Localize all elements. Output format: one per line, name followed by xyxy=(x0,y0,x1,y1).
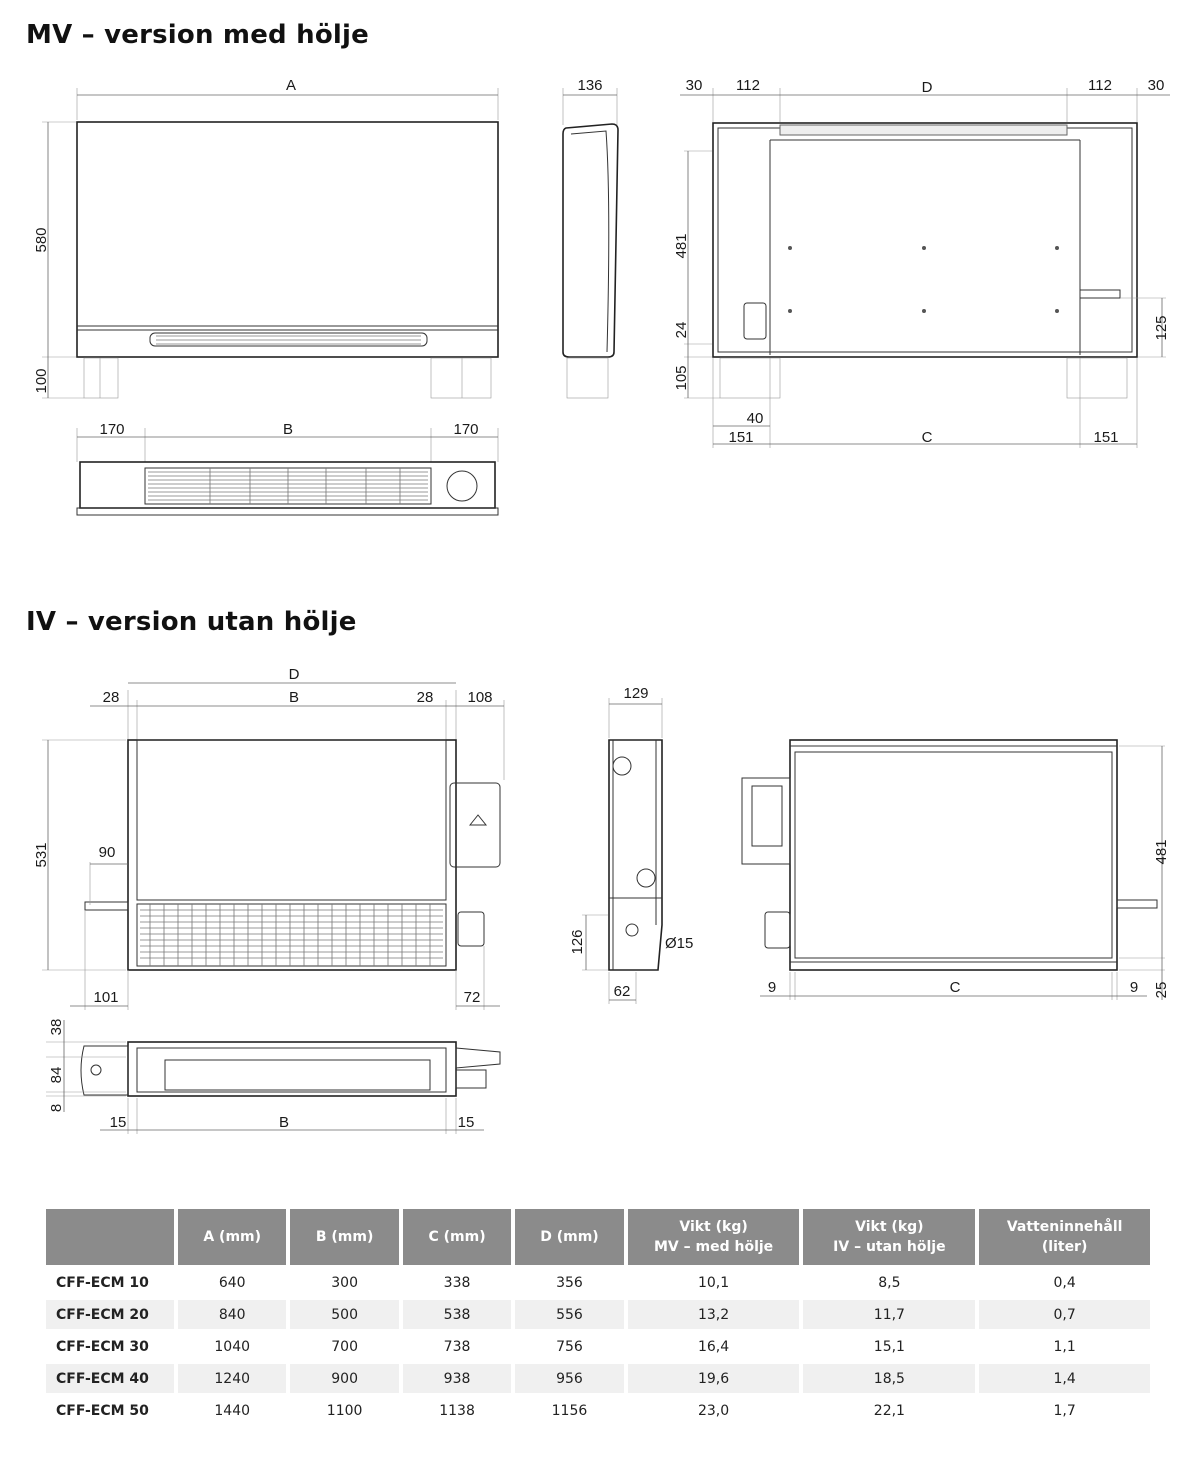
iv-dim-62: 62 xyxy=(613,983,631,1000)
cell-water: 1,1 xyxy=(979,1332,1150,1361)
iv-dim-b2: B xyxy=(278,1114,290,1131)
cell-weight-iv: 18,5 xyxy=(803,1364,975,1393)
iv-dim-15b: 15 xyxy=(457,1114,475,1131)
header-weight-mv-line2: MV – med hölje xyxy=(653,1239,774,1255)
cell-weight-mv: 13,2 xyxy=(628,1300,800,1329)
cell-b: 500 xyxy=(290,1300,398,1329)
header-water xyxy=(979,1209,1150,1265)
cell-model: CFF-ECM 10 xyxy=(46,1268,174,1297)
cell-weight-iv: 8,5 xyxy=(803,1268,975,1297)
mv-dim-112a: 112 xyxy=(736,77,760,94)
iv-side-view xyxy=(569,685,693,1004)
cell-c: 738 xyxy=(403,1332,511,1361)
mv-dim-580: 580 xyxy=(33,227,50,253)
cell-c: 338 xyxy=(403,1268,511,1297)
cell-d: 1156 xyxy=(515,1396,623,1425)
header-water-line2: (liter) xyxy=(1041,1239,1088,1255)
cell-water: 0,4 xyxy=(979,1268,1150,1297)
iv-dim-531: 531 xyxy=(33,842,50,868)
cell-water: 0,7 xyxy=(979,1300,1150,1329)
spec-table xyxy=(42,1206,1154,1428)
mv-dim-151b: 151 xyxy=(1093,429,1119,446)
header-a: A (mm) xyxy=(178,1209,286,1265)
mv-side-view xyxy=(563,77,618,398)
mv-dim-40: 40 xyxy=(746,410,764,427)
iv-dim-126: 126 xyxy=(569,929,586,955)
mv-dim-151a: 151 xyxy=(728,429,754,446)
cell-c: 538 xyxy=(403,1300,511,1329)
header-weight-mv-line1: Vikt (kg) xyxy=(679,1219,748,1235)
cell-d: 956 xyxy=(515,1364,623,1393)
cell-weight-iv: 22,1 xyxy=(803,1396,975,1425)
mv-dim-24: 24 xyxy=(673,321,690,339)
cell-model: CFF-ECM 40 xyxy=(46,1364,174,1393)
table-row xyxy=(46,1332,1150,1361)
cell-weight-mv: 23,0 xyxy=(628,1396,800,1425)
iv-dim-c: C xyxy=(949,979,961,996)
cell-weight-mv: 19,6 xyxy=(628,1364,800,1393)
table-row xyxy=(46,1396,1150,1425)
cell-weight-iv: 15,1 xyxy=(803,1332,975,1361)
mv-dim-170a: 170 xyxy=(99,421,125,438)
cell-c: 938 xyxy=(403,1364,511,1393)
iv-dim-101: 101 xyxy=(93,989,119,1006)
iv-dim-28a: 28 xyxy=(102,689,120,706)
header-weight-iv-line2: IV – utan hölje xyxy=(833,1239,946,1255)
mv-dim-b: B xyxy=(282,421,294,438)
header-weight-iv-line1: Vikt (kg) xyxy=(855,1219,924,1235)
mv-back-view xyxy=(673,77,1170,448)
iv-dim-d: D xyxy=(288,666,300,683)
mv-dim-481: 481 xyxy=(673,233,690,259)
header-water-line1: Vatteninnehåll xyxy=(1006,1219,1123,1235)
iv-dim-8: 8 xyxy=(48,1103,65,1113)
iv-section-title: IV – version utan hölje xyxy=(26,607,357,637)
cell-model: CFF-ECM 50 xyxy=(46,1396,174,1425)
iv-dim-129: 129 xyxy=(623,685,649,702)
iv-dim-38: 38 xyxy=(48,1018,65,1036)
mv-dim-105: 105 xyxy=(673,365,690,391)
iv-dim-b: B xyxy=(288,689,300,706)
iv-dim-84: 84 xyxy=(48,1066,65,1084)
table-row xyxy=(46,1268,1150,1297)
cell-model: CFF-ECM 30 xyxy=(46,1332,174,1361)
mv-dim-d: D xyxy=(921,79,933,96)
mv-dim-125: 125 xyxy=(1153,315,1170,341)
cell-d: 556 xyxy=(515,1300,623,1329)
iv-dim-9b: 9 xyxy=(1129,979,1139,996)
cell-a: 1040 xyxy=(178,1332,286,1361)
mv-front-view xyxy=(33,77,498,398)
table-row xyxy=(46,1364,1150,1393)
iv-dim-90: 90 xyxy=(98,844,116,861)
mv-dim-170b: 170 xyxy=(453,421,479,438)
mv-section-title: MV – version med hölje xyxy=(26,20,369,50)
cell-weight-mv: 16,4 xyxy=(628,1332,800,1361)
iv-dim-9a: 9 xyxy=(767,979,777,996)
iv-dim-15-diameter: Ø15 xyxy=(665,935,694,952)
cell-a: 1240 xyxy=(178,1364,286,1393)
header-weight-iv xyxy=(803,1209,975,1265)
header-model xyxy=(46,1209,174,1265)
iv-front-view xyxy=(33,666,504,1010)
cell-b: 900 xyxy=(290,1364,398,1393)
cell-water: 1,7 xyxy=(979,1396,1150,1425)
mv-dim-136: 136 xyxy=(577,77,603,94)
cell-weight-iv: 11,7 xyxy=(803,1300,975,1329)
cell-a: 840 xyxy=(178,1300,286,1329)
mv-dim-112b: 112 xyxy=(1088,77,1112,94)
cell-model: CFF-ECM 20 xyxy=(46,1300,174,1329)
cell-a: 640 xyxy=(178,1268,286,1297)
iv-dim-25: 25 xyxy=(1153,981,1170,999)
iv-top-view xyxy=(46,1019,500,1134)
table-header-row xyxy=(46,1209,1150,1265)
mv-dim-100: 100 xyxy=(33,368,50,394)
cell-a: 1440 xyxy=(178,1396,286,1425)
cell-d: 756 xyxy=(515,1332,623,1361)
header-weight-mv xyxy=(628,1209,800,1265)
table-row xyxy=(46,1300,1150,1329)
header-c: C (mm) xyxy=(403,1209,511,1265)
cell-b: 300 xyxy=(290,1268,398,1297)
cell-b: 1100 xyxy=(290,1396,398,1425)
mv-dim-30a: 30 xyxy=(685,77,703,94)
iv-back-view xyxy=(742,740,1170,1000)
iv-dim-481: 481 xyxy=(1153,839,1170,865)
iv-dim-72: 72 xyxy=(463,989,481,1006)
cell-b: 700 xyxy=(290,1332,398,1361)
mv-dim-30b: 30 xyxy=(1147,77,1165,94)
cell-c: 1138 xyxy=(403,1396,511,1425)
mv-top-view xyxy=(77,421,498,515)
iv-dim-15a: 15 xyxy=(109,1114,127,1131)
cell-weight-mv: 10,1 xyxy=(628,1268,800,1297)
cell-water: 1,4 xyxy=(979,1364,1150,1393)
mv-dim-c: C xyxy=(921,429,933,446)
header-b: B (mm) xyxy=(290,1209,398,1265)
iv-dim-108: 108 xyxy=(467,689,493,706)
header-d: D (mm) xyxy=(515,1209,623,1265)
mv-dim-a: A xyxy=(285,77,297,94)
cell-d: 356 xyxy=(515,1268,623,1297)
iv-dim-28b: 28 xyxy=(416,689,434,706)
